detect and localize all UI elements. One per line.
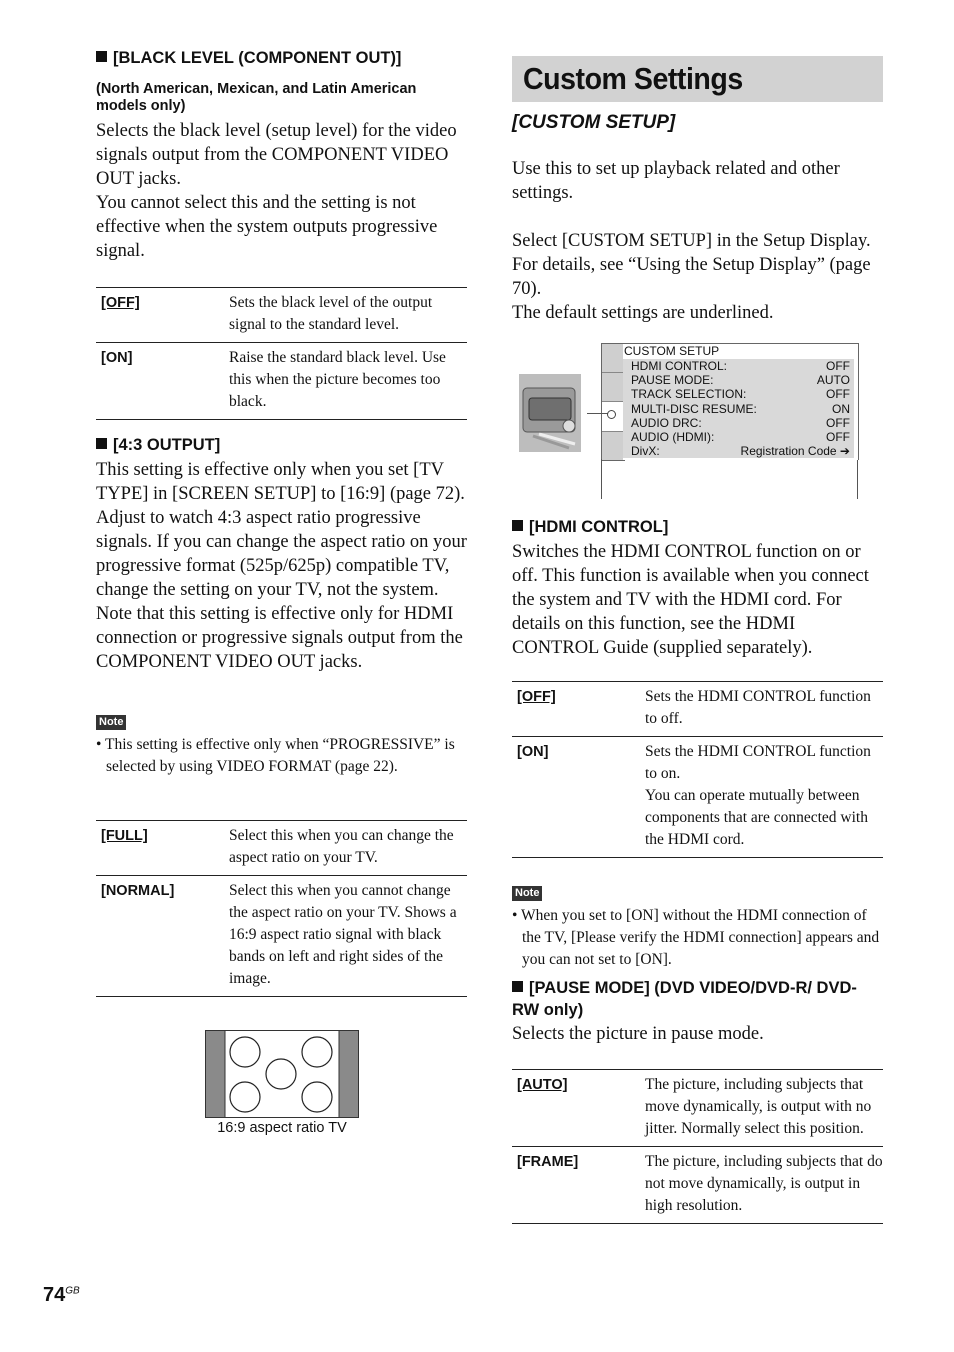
menu-item-audio-drc[interactable]: AUDIO DRC: OFF	[631, 415, 850, 430]
tv-aspect-illustration	[205, 1030, 359, 1118]
intro-text: Use this to set up playback related and other settings.	[512, 159, 840, 203]
output43-section	[96, 434, 467, 674]
custom-setup-intro	[512, 111, 883, 325]
square-bullet-icon	[96, 438, 107, 449]
option-key: [FULL]	[101, 828, 148, 844]
output43-note	[96, 712, 467, 778]
option-key: [NORMAL]	[101, 883, 175, 899]
output43-body: This setting is effective only when you set [TV TYPE] in [SCREEN SETUP] to [16:9] (page 72). Adjust to watch 4:3 aspect ratio progressive signals. If you can change the aspect ratio on your progressive format (525p/625p) compatible TV, change the setting on your TV, not the system. Note that this setting is effective only for HDMI connection or progressive signals output from the COMPONENT VIDEO OUT jacks.	[96, 460, 467, 672]
note-text: • This setting is effective only when “PROGRESSIVE” is selected by using VIDEO FORMAT (page 22).	[96, 736, 455, 775]
option-desc: The picture, including subjects that do not move dynamically, is output in high resolution.	[645, 1147, 883, 1224]
note-badge: Note	[96, 715, 126, 730]
option-key: [OFF]	[517, 689, 556, 705]
table-row	[96, 288, 467, 343]
output43-options-table	[96, 820, 467, 997]
black-level-section	[96, 47, 467, 263]
pause-mode-body: Selects the picture in pause mode.	[512, 1024, 764, 1044]
custom-setup-menu	[623, 343, 859, 460]
option-desc: The picture, including subjects that move dynamically, is output with no jitter. Normally select this position.	[645, 1070, 883, 1147]
page-number: $74^{GB}$	[43, 1284, 80, 1306]
option-key: [ON]	[517, 744, 549, 760]
option-desc: Select this when you can change the aspect ratio on your TV.	[229, 821, 467, 876]
option-desc: Sets the HDMI CONTROL function to on.	[645, 743, 871, 782]
option-key: [AUTO]	[517, 1077, 568, 1093]
menu-item-divx[interactable]: DivX: Registration Code ➔	[631, 444, 850, 459]
custom-setup-icon	[519, 374, 581, 452]
black-level-heading: [BLACK LEVEL (COMPONENT OUT)]	[96, 47, 467, 69]
note-text: • When you set to [ON] without the HDMI connection of the TV, [Please verify the HDMI connection] appears and you can not set to [ON].	[512, 907, 880, 968]
menu-rows	[623, 359, 854, 458]
table-row	[96, 343, 467, 420]
table-row	[512, 737, 883, 858]
hdmi-control-heading: [HDMI CONTROL]	[512, 516, 883, 538]
page-suffix: GB	[65, 1285, 80, 1297]
hdmi-control-note	[512, 883, 883, 971]
page-title-bar	[512, 56, 883, 102]
output43-heading: [4:3 OUTPUT]	[96, 434, 467, 456]
hdmi-control-options-table	[512, 681, 883, 858]
pause-mode-section	[512, 977, 883, 1046]
option-key: [ON]	[101, 350, 133, 366]
table-row	[512, 1147, 883, 1224]
instruction-3: The default settings are underlined.	[512, 303, 774, 323]
option-desc: Select this when you cannot change the aspect ratio on your TV. Shows a 16:9 aspect ratio signal with black bands on left and right sides of the image.	[229, 876, 467, 997]
black-level-body-2: You cannot select this and the setting is not effective when the system outputs progressive signal.	[96, 193, 438, 261]
menu-item-audio-hdmi[interactable]: AUDIO (HDMI): OFF	[631, 430, 850, 445]
option-desc: Sets the HDMI CONTROL function to off.	[645, 682, 883, 737]
black-level-body: Selects the black level (setup level) for the video signals output from the COMPONENT VIDEO OUT jacks.	[96, 121, 457, 189]
instruction-2: For details, see “Using the Setup Display” (page 70).	[512, 255, 871, 299]
pause-mode-options-table	[512, 1069, 883, 1224]
option-desc: Raise the standard black level. Use this when the picture becomes too black.	[229, 343, 467, 420]
black-level-options-table	[96, 287, 467, 420]
note-badge: Note	[512, 886, 542, 901]
page-title: Custom Settings	[523, 61, 743, 96]
hdmi-control-section	[512, 516, 883, 660]
tv-illustration-svg	[205, 1030, 359, 1118]
option-desc: Sets the black level of the output signal to the standard level.	[229, 288, 467, 343]
table-row	[96, 821, 467, 876]
menu-item-pause-mode[interactable]: PAUSE MODE: AUTO	[631, 373, 850, 388]
section-title: [CUSTOM SETUP]	[512, 112, 676, 133]
figure-caption: 16:9 aspect ratio TV	[217, 1120, 347, 1136]
option-key: [FRAME]	[517, 1154, 579, 1170]
table-row	[512, 682, 883, 737]
hdmi-control-body: Switches the HDMI CONTROL function on or off. This function is available when you connect the system and TV with the HDMI cord. For details on this function, see the HDMI CONTROL Guide (supplied separately).	[512, 542, 869, 658]
menu-item-hdmi-control[interactable]: HDMI CONTROL: OFF	[631, 359, 850, 373]
menu-item-track-selection[interactable]: TRACK SELECTION: OFF	[631, 387, 850, 402]
table-row	[512, 1070, 883, 1147]
option-key: [OFF]	[101, 295, 140, 311]
instruction-1: Select [CUSTOM SETUP] in the Setup Display.	[512, 231, 871, 251]
menu-item-multi-disc-resume[interactable]: MULTI-DISC RESUME: ON	[631, 401, 850, 416]
square-bullet-icon	[96, 51, 107, 62]
black-level-subheading: (North American, Mexican, and Latin American models only)	[96, 81, 417, 114]
square-bullet-icon	[512, 981, 523, 992]
square-bullet-icon	[512, 520, 523, 531]
option-desc-extra: You can operate mutually between components that are connected with the HDMI cord.	[645, 787, 868, 848]
setup-menu-illustration	[517, 343, 860, 499]
table-row	[96, 876, 467, 997]
menu-icon-tabs	[601, 343, 625, 461]
pause-mode-heading: [PAUSE MODE] (DVD VIDEO/DVD-R/ DVD-RW only)	[512, 979, 857, 1019]
menu-title: CUSTOM SETUP	[624, 344, 720, 358]
